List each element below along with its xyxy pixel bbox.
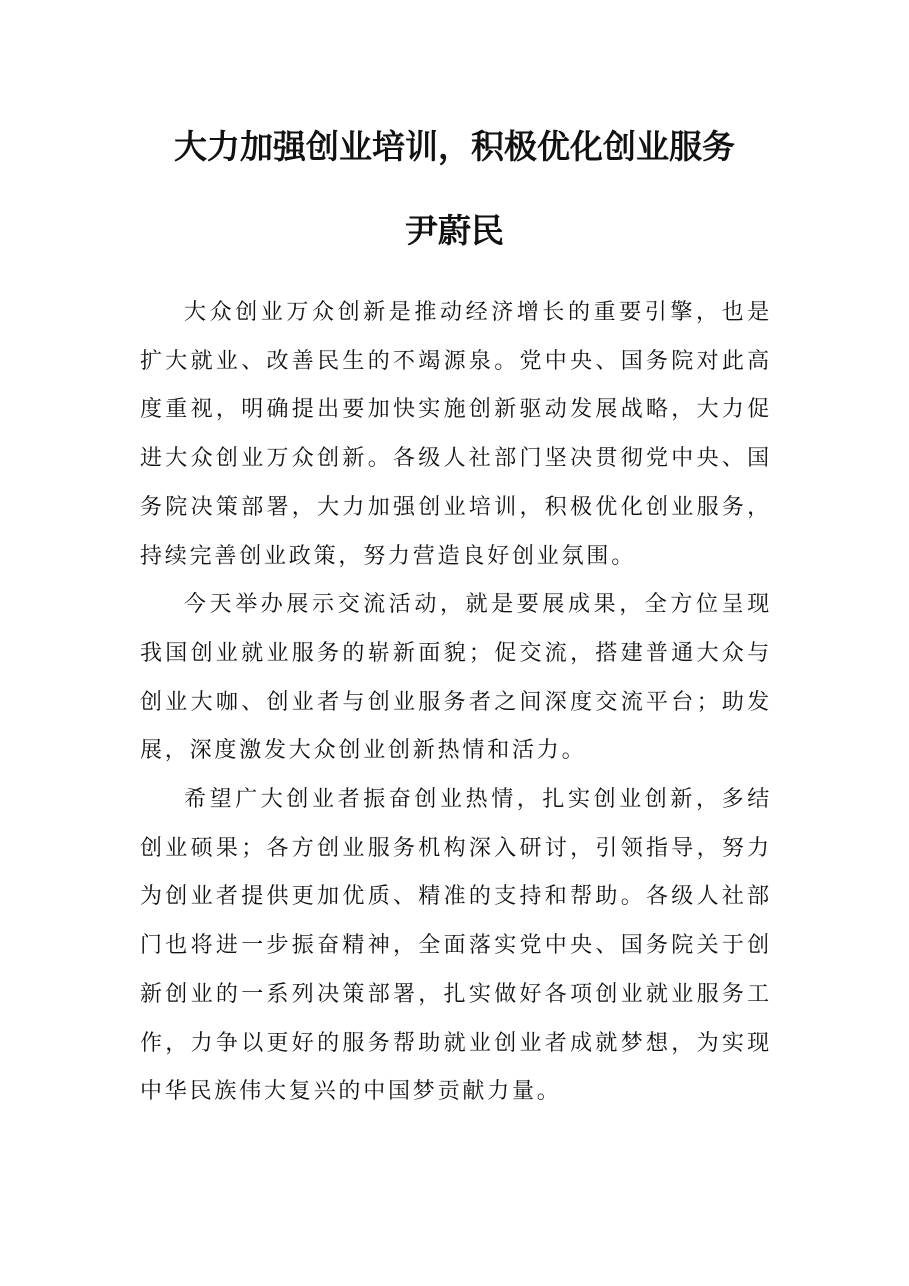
document-title: 大力加强创业培训，积极优化创业服务 <box>174 127 735 166</box>
document-author: 尹蔚民 <box>405 211 504 250</box>
body-paragraph-3: 希望广大创业者振奋创业热情，扎实创业创新，多结创业硕果；各方创业服务机构深入研讨，引领指导，努力为创业者提供更加优质、精准的支持和帮助。各级人社部门也将进一步振奋精神，全面落实党中央、国务院关于创新创业的一系列决策部署，扎实做好各项创业就业服务工作，力争以更好的服务帮助就业创业者成就梦想，为实现中华民族伟大复兴的中国梦贡献力量。 <box>140 787 772 1105</box>
body-paragraph-1: 大众创业万众创新是推动经济增长的重要引擎，也是扩大就业、改善民生的不竭源泉。党中央、国务院对此高度重视，明确提出要加快实施创新驱动发展战略，大力促进大众创业万众创新。各级人社部门坚决贯彻党中央、国务院决策部署，大力加强创业培训，积极优化创业服务，持续完善创业政策，努力营造良好创业氛围。 <box>140 300 772 569</box>
document-body <box>140 289 772 1117</box>
body-paragraph-2: 今天举办展示交流活动，就是要展成果，全方位呈现我国创业就业服务的崭新面貌；促交流，搭建普通大众与创业大咖、创业者与创业服务者之间深度交流平台；助发展，深度激发大众创业创新热情和活力。 <box>140 592 772 764</box>
